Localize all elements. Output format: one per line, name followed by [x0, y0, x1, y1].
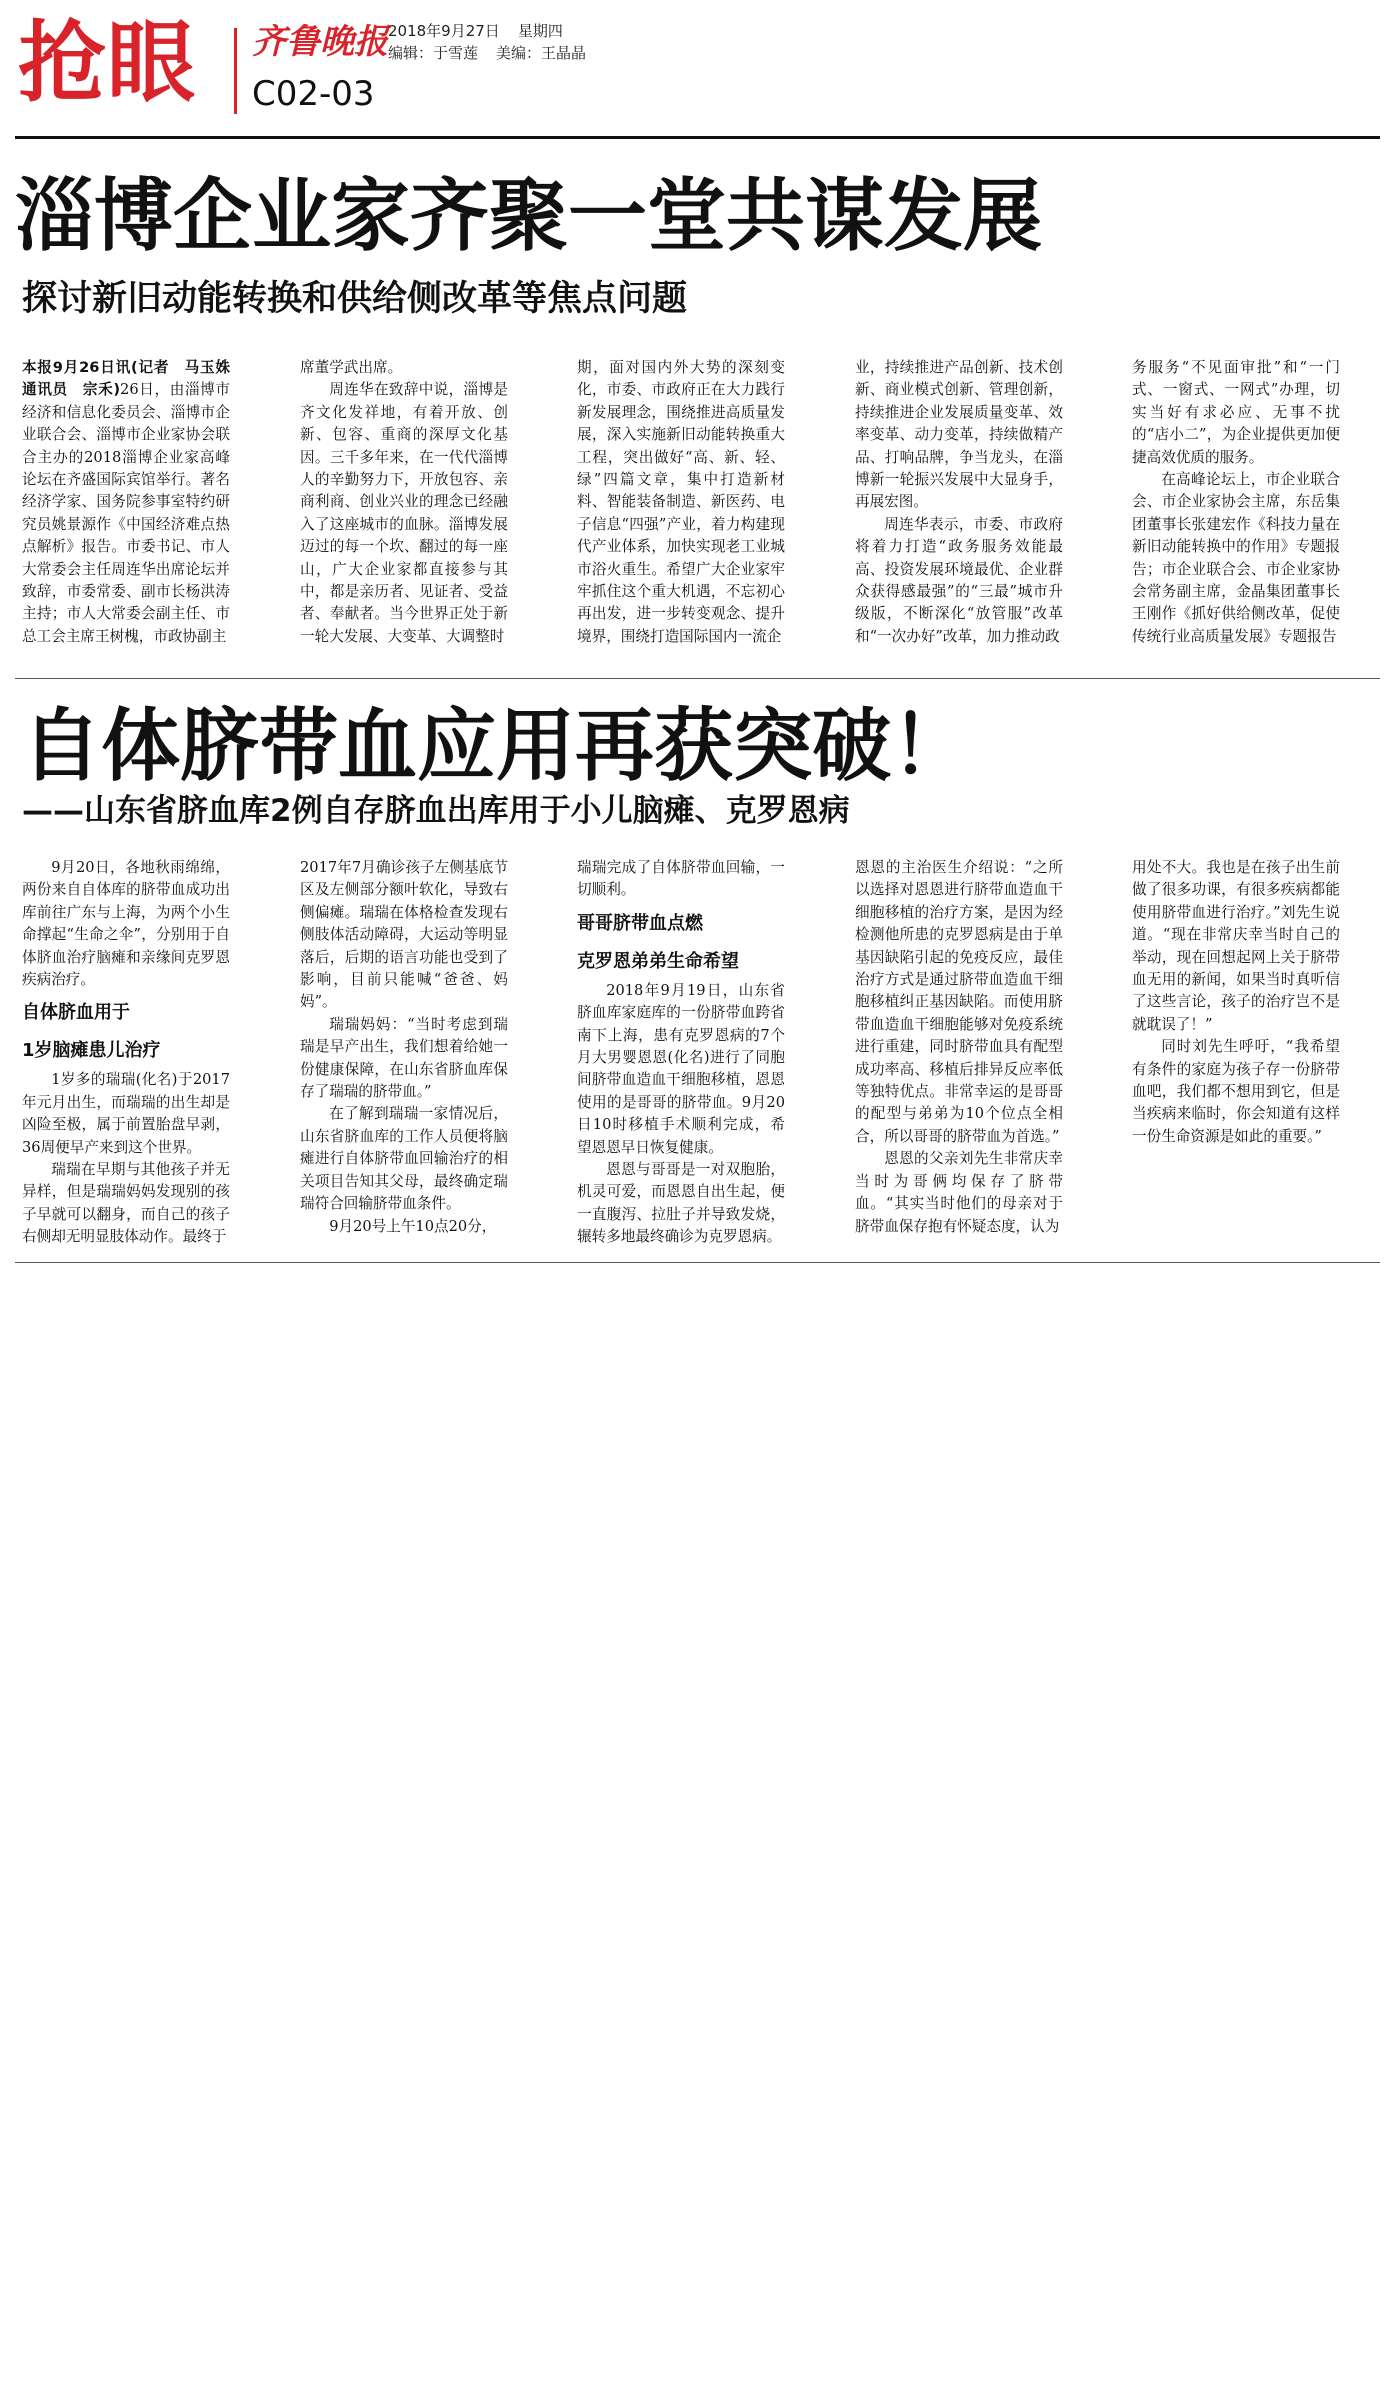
article2-section1-paragraph-4: 在了解到瑞瑞一家情况后，山东省脐血库的工作人员便将脑瘫进行自体脐带血回输治疗的相关项目告知其父母，最终确定瑞瑞符合回输脐带血条件。 — [300, 1105, 508, 1213]
article2-section2-paragraph-4: 恩恩的父亲刘先生非常庆幸当时为哥俩均保存了脐带血。“其实当时他们的母亲对于脐带血保存抱有怀疑态度，认为 — [855, 1150, 1063, 1235]
article1-column-4 — [855, 357, 1063, 657]
top-rule — [15, 136, 1380, 139]
article2-column-1 — [22, 857, 230, 1252]
article2-section1-heading-2: 1岁脑瘫患儿治疗 — [22, 1040, 161, 1062]
masthead-divider — [234, 28, 237, 114]
page-number: C02-03 — [252, 74, 375, 114]
designer-credit: 美编：王晶晶 — [496, 44, 587, 62]
article2-section2-paragraph-4-cont: 用处不大。我也是在孩子出生前做了很多功课，有很多疾病都能使用脐带血进行治疗。”刘先生说道。“现在非常庆幸当时自己的举动，现在回想起网上关于脐带血无用的新闻，如果当时真听信了这些言论，孩子的治疗岂不是就耽误了！” — [1132, 859, 1340, 1033]
issue-weekday: 星期四 — [517, 22, 563, 40]
article1-column-3 — [577, 357, 785, 657]
staff-credits — [388, 44, 586, 62]
article2-section2-paragraph-1: 2018年9月19日，山东省脐血库家庭库的一份脐带血跨省南下上海，患有克罗恩病的7个月大男婴恩恩(化名)进行了同胞间脐带血造血干细胞移植，恩恩使用的是哥哥的脐带血。9月20日10时移植手术顺利完成，希望恩恩早日恢复健康。 — [577, 981, 785, 1156]
article1-column-5 — [1132, 357, 1340, 657]
article1-paragraph-2-cont: 期，面对国内外大势的深刻变化，市委、市政府正在大力践行新发展理念，围绕推进高质量发展，深入实施新旧动能转换重大工程，突出做好“高、新、轻、绿”四篇文章，集中打造新材料、智能装备制造、新医药、电子信息“四强”产业，着力构建现代产业体系，加快实现老工业城市浴火重生。希望广大企业家牢牢抓住这个重大机遇，不忘初心再出发，进一步转变观念、提升境界，围绕打造国际国内一流企 — [577, 359, 785, 645]
article2-section1-paragraph-3: 瑞瑞妈妈：“当时考虑到瑞瑞是早产出生，我们想着给她一份健康保障，在山东省脐血库保存了瑞瑞的脐带血。” — [300, 1015, 508, 1101]
article1-paragraph-2: 周连华在致辞中说，淄博是齐文化发祥地，有着开放、创新、包容、重商的深厚文化基因。三千多年来，在一代代淄博人的辛勤努力下，开放包容、亲商利商、创业兴业的理念已经融入了这座城市的血脉。淄博发展迈过的每一个坎、翻过的每一座山，广大企业家都直接参与其中，都是亲历者、见证者、受益者、奉献者。当今世界正处于新一轮大发展、大变革、大调整时 — [300, 381, 508, 645]
editor-credit: 编辑：于雪莲 — [388, 44, 479, 62]
article2-section2-paragraph-3-cont: 恩恩的主治医生介绍说：“之所以选择对恩恩进行脐带血造血干细胞移植的治疗方案，是因为经检测他所患的克罗恩病是由于单基因缺陷引起的免疫反应，最佳治疗方式是通过脐带血造血干细胞移植纠正基因缺陷。而使用脐带血造血干细胞能够对免疫系统进行重建，同时脐带血具有配型成功率高、移植后排异反应率低等独特优点。非常幸运的是哥哥的配型与弟弟为10个位点全相合，所以哥哥的脐带血为首选。” — [855, 859, 1063, 1145]
article1-paragraph-4: 在高峰论坛上，市企业联合会、市企业家协会主席，东岳集团董事长张建宏作《科技力量在新旧动能转换中的作用》专题报告；市企业联合会、市企业家协会常务副主席，金晶集团董事长王刚作《抓好供给侧改革，促使传统行业高质量发展》专题报告 — [1132, 471, 1340, 645]
article2-column-4 — [855, 857, 1063, 1252]
article-divider — [15, 678, 1380, 679]
issue-date: 2018年9月27日 — [388, 22, 500, 40]
article2-intro: 9月20日，各地秋雨绵绵，两份来自自体库的脐带血成功出库前往广东与上海，为两个小生命撑起“生命之伞”，分别用于自体脐血治疗脑瘫和亲缘间克罗恩疾病治疗。 — [22, 859, 230, 989]
article1-paragraph-1-cont: 席董学武出席。 — [300, 359, 403, 376]
article2-section1-heading-1: 自体脐血用于 — [22, 1002, 130, 1024]
article1-column-1 — [22, 357, 245, 657]
article2-headline: 自体脐带血应用再获突破！ — [22, 700, 970, 792]
article2-column-5 — [1132, 857, 1340, 1252]
article1-subheadline: 探讨新旧动能转换和供给侧改革等焦点问题 — [22, 279, 688, 319]
article2-column-2 — [300, 857, 508, 1252]
article2-section1-paragraph-2: 瑞瑞在早期与其他孩子并无异样，但是瑞瑞妈妈发现别的孩子早就可以翻身，而自己的孩子右侧却无明显肢体动作。最终于 — [22, 1161, 230, 1246]
article2-section2-paragraph-2: 恩恩与哥哥是一对双胞胎，机灵可爱，而恩恩自出生起，便一直腹泻、拉肚子并导致发烧，辗转多地最终确诊为克罗恩病。 — [577, 1161, 785, 1246]
section-title: 抢眼 — [18, 11, 197, 114]
article1-paragraph-1: 本报9月26日讯(记者 马玉姝 通讯员 宗禾)26日，由淄博市经济和信息化委员会、淄博市企业联合会、淄博市企业家协会联合主办的2018淄博企业家高峰论坛在齐盛国际宾馆举行。著名经济学家、国务院参事室特约研究员姚景源作《中国经济难点热点解析》报告。市委书记、市人大常委会主任周连华出席论坛并致辞，市委常委、副市长杨洪涛主持；市人大常委会副主任、市总工会主席王树槐，市政协副主 — [22, 359, 245, 645]
article2-section1-paragraph-1: 1岁多的瑞瑞(化名)于2017年元月出生，而瑞瑞的出生却是凶险至极，属于前置胎盘早剥，36周便早产来到这个世界。 — [22, 1071, 230, 1156]
article2-section1-paragraph-5: 9月20号上午10点20分， — [329, 1217, 497, 1235]
article1-paragraph-3: 周连华表示，市委、市政府将着力打造“政务服务效能最高、投资发展环境最优、企业群众获得感最强”的“三最”城市升级版，不断深化“放管服”改革和“一次办好”改革，加力推动政 — [855, 515, 1063, 645]
issue-date-line — [388, 22, 563, 40]
article2-subheadline: ——山东省脐血库2例自存脐血出库用于小儿脑瘫、克罗恩病 — [22, 793, 850, 829]
article2-section2-heading-2: 克罗恩弟弟生命希望 — [577, 950, 739, 972]
article1-paragraph-3-cont: 务服务“不见面审批”和“一门式、一窗式、一网式”办理，切实当好有求必应、无事不扰的“店小二”，为企业提供更加便捷高效优质的服务。 — [1132, 359, 1340, 466]
article2-section2-paragraph-5: 同时刘先生呼吁，“我希望有条件的家庭为孩子存一份脐带血吧，我们都不想用到它，但是当疾病来临时，你会知道有这样一份生命资源是如此的重要。” — [1132, 1038, 1340, 1145]
article2-column-3 — [577, 857, 785, 1252]
newspaper-logo: 齐鲁晚报 — [252, 22, 388, 62]
article1-column-2 — [300, 357, 508, 657]
article1-headline: 淄博企业家齐聚一堂共谋发展 — [15, 170, 1042, 262]
article2-section1-paragraph-2-cont: 2017年7月确诊孩子左侧基底节区及左侧部分额叶软化，导致右侧偏瘫。瑞瑞在体格检查发现右侧肢体活动障碍，大运动等明显落后，后期的语言功能也受到了影响，目前只能喊“爸爸、妈妈”。 — [300, 859, 508, 1011]
article2-section2-heading-1: 哥哥脐带血点燃 — [577, 912, 703, 934]
article2-section1-paragraph-5-cont: 瑞瑞完成了自体脐带血回输，一切顺利。 — [577, 859, 785, 899]
article1-paragraph-2-cont: 业，持续推进产品创新、技术创新、商业模式创新、管理创新，持续推进企业发展质量变革、效率变革、动力变革，持续做精产品、打响品牌，争当龙头，在淄博新一轮振兴发展中大显身手，再展宏图。 — [855, 359, 1063, 511]
bottom-rule — [15, 1262, 1380, 1263]
